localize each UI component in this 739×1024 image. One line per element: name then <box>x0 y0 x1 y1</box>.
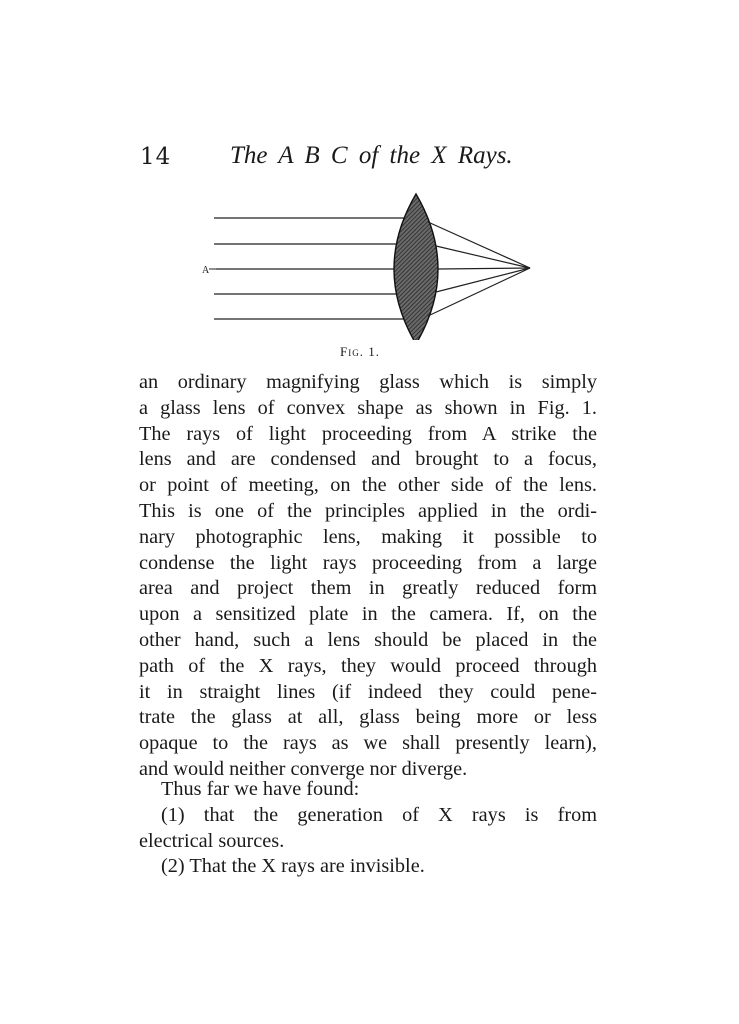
text-line: it in straight lines (if indeed they could pene- <box>139 680 597 703</box>
text-line: The rays of light proceeding from A strike the <box>139 422 597 445</box>
converging-ray-1 <box>428 222 530 268</box>
finding-item-1-continued: electrical sources. <box>139 829 285 852</box>
converging-ray-2 <box>436 246 530 268</box>
lens-diagram <box>200 190 540 340</box>
convex-lens <box>394 194 438 340</box>
text-line: condense the light rays proceeding from a large <box>139 551 597 574</box>
findings-list <box>139 777 597 880</box>
text-line: a glass lens of convex shape as shown in Fig. 1. <box>139 396 597 419</box>
finding-item-2: (2) That the X rays are invisible. <box>161 855 425 878</box>
text-line: upon a sensitized plate in the camera. If, on the <box>139 603 597 626</box>
text-line: lens and are condensed and brought to a focus, <box>139 448 597 471</box>
text-line: trate the glass at all, glass being more or less <box>139 706 597 729</box>
lens-figure <box>200 190 540 340</box>
text-line: an ordinary magnifying glass which is simply <box>139 371 597 393</box>
figure-caption: Fig. 1. <box>340 344 380 359</box>
text-line: opaque to the rays as we shall presently learn), <box>139 732 597 755</box>
text-line: nary photographic lens, making it possible to <box>139 525 597 548</box>
page-number: 14 <box>140 144 172 170</box>
text-line: or point of meeting, on the other side of the lens. <box>139 474 597 497</box>
converging-ray-5 <box>428 268 530 316</box>
text-line: and would neither converge nor diverge. <box>139 757 468 780</box>
finding-item-1: (1) that the generation of X rays is from <box>161 803 597 826</box>
body-paragraph <box>139 370 597 783</box>
converging-ray-4 <box>436 268 530 292</box>
findings-intro: Thus far we have found: <box>161 778 360 800</box>
text-line: area and project them in greatly reduced form <box>139 577 597 600</box>
running-title: The A B C of the X Rays. <box>230 142 513 169</box>
text-line: This is one of the principles applied in the ordi- <box>139 499 597 522</box>
converging-ray-3 <box>438 268 530 269</box>
text-line: other hand, such a lens should be placed in the <box>139 628 597 651</box>
label-a: A <box>202 265 210 276</box>
text-line: path of the X rays, they would proceed through <box>139 654 597 677</box>
running-head <box>140 140 600 180</box>
